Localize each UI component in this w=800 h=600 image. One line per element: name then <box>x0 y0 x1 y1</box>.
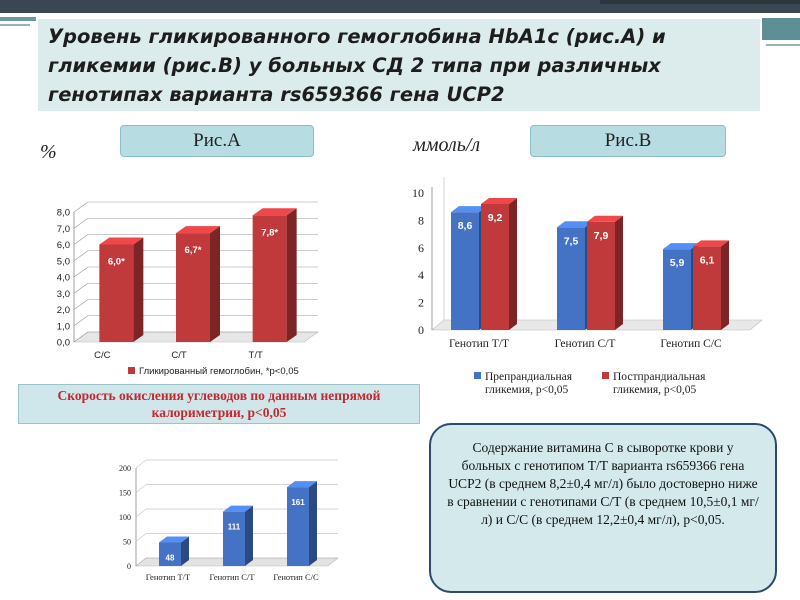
chart-c-bar-front <box>223 512 245 566</box>
chart-c-x-tick: Генотип Т/Т <box>145 572 191 582</box>
chart-a-gridline-diag <box>74 267 88 277</box>
corner-decoration <box>762 18 800 40</box>
chart-a-gridline-diag <box>74 316 88 326</box>
chart-b-x-tick: Генотип С/С <box>660 338 722 350</box>
chart-b-y-tick: 6 <box>418 240 424 255</box>
chart-a-y-tick: 3,0 <box>56 288 70 300</box>
chart-a-y-tick: 1,0 <box>56 321 70 333</box>
chart-a-x-tick: С/Т <box>171 350 187 361</box>
chart-c-y-tick: 50 <box>123 537 131 547</box>
chart-a-gridline-diag <box>74 202 88 212</box>
slide-title: Уровень гликированного гемоглобина HbA1с (рис.А) и гликемии (рис.В) у больных СД 2 типа при различных генотипах варианта rs659366 гена UCP2 <box>48 25 666 106</box>
chart-b-data-label: 8,6 <box>457 220 473 233</box>
chart-a-y-tick: 7,0 <box>56 223 70 235</box>
chart-a-y-tick: 4,0 <box>56 272 70 284</box>
chart-a-gridline-diag <box>74 235 88 245</box>
chart-c-x-tick: Генотип С/Т <box>209 572 255 582</box>
chart-b-x-tick: Генотип Т/Т <box>448 338 510 350</box>
oxidation-note-text: Скорость окисления углеводов по данным непрямой калориметрии, р<0,05 <box>57 388 381 420</box>
top-right-decoration <box>600 0 800 4</box>
chart-a-bar <box>176 226 220 342</box>
chart-c-y-tick: 0 <box>127 562 131 571</box>
chart-a-gridline-diag <box>74 283 88 293</box>
chart-c-gridline-diag <box>136 460 146 468</box>
decoration-line <box>0 24 30 26</box>
chart-b-y-tick: 0 <box>418 323 424 337</box>
chart-b-data-label: 7,9 <box>593 229 609 242</box>
left-decoration <box>0 17 36 21</box>
chart-c-bar-side <box>245 506 253 566</box>
chart-c-data-label: 111 <box>227 522 241 532</box>
chart-b-legend-swatch <box>602 372 609 379</box>
chart-a-bar-side <box>287 208 297 342</box>
chart-a-y-tick: 0,0 <box>56 337 70 349</box>
chart-b <box>398 168 782 402</box>
chart-a-legend-text: Гликированный гемоглобин, *р<0,05 <box>139 366 299 377</box>
chart-c-x-tick: Генотип С/С <box>273 572 319 582</box>
figure-b-unit: ммоль/л <box>413 134 481 156</box>
chart-c-y-tick: 150 <box>119 488 131 498</box>
chart-c-data-label: 161 <box>291 498 305 508</box>
chart-b-y-tick: 4 <box>418 268 424 283</box>
chart-b-data-label: 6,1 <box>699 254 715 267</box>
chart-a-legend-swatch <box>128 367 135 374</box>
chart-a-x-tick: Т/Т <box>248 350 263 361</box>
chart-a-gridline-diag <box>74 300 88 310</box>
chart-b-data-label: 5,9 <box>669 257 685 270</box>
chart-a-y-tick: 6,0 <box>56 240 70 251</box>
chart-c-gridline-diag <box>136 534 146 542</box>
chart-b-data-label: 7,5 <box>563 235 579 248</box>
chart-c-y-tick: 200 <box>119 464 131 473</box>
chart-a-bar <box>99 238 143 343</box>
chart-b-bar-post-side <box>615 216 623 330</box>
figure-a-label: Рис.А <box>120 125 314 157</box>
figure-a-unit: % <box>40 141 57 163</box>
chart-b-y-tick: 8 <box>418 213 424 228</box>
decoration-line <box>766 44 800 46</box>
chart-a-gridline-diag <box>74 251 88 261</box>
chart-c <box>96 436 350 588</box>
chart-b-y-tick: 2 <box>418 295 424 310</box>
chart-a-data-label: 6,0* <box>107 256 125 268</box>
chart-b-bar-post-side <box>509 198 517 330</box>
chart-c-data-label: 48 <box>165 553 175 563</box>
chart-b-data-label: 9,2 <box>487 211 503 224</box>
chart-a-x-tick: С/С <box>94 350 111 361</box>
chart-a-y-tick: 5,0 <box>56 256 70 268</box>
oxidation-note <box>18 384 420 424</box>
vitamin-c-info <box>429 423 777 593</box>
chart-a-bar-side <box>133 238 143 343</box>
chart-c-bar <box>287 481 317 566</box>
vitamin-c-info-text: Содержание витамина С в сыворотке крови у больных с генотипом Т/Т варианта rs659366 гена UCP2 (в среднем 8,2±0,4 мг/л) было достоверно ниже в сравнении с генотипами С/Т (в среднем 10,5±0,1 мг/л) и С/С (в среднем 12,2±0,4 мг/л), р<0,05. <box>447 440 759 527</box>
chart-b-bar-post-side <box>721 240 729 330</box>
chart-b-y-tick: 10 <box>412 186 424 200</box>
chart-a-bar-side <box>210 226 220 342</box>
figure-b-label: Рис.В <box>530 125 726 157</box>
chart-a-y-tick: 2,0 <box>56 305 70 316</box>
chart-a-data-label: 7,8* <box>261 227 279 239</box>
chart-c-bar <box>223 506 253 566</box>
chart-b-legend-text: гликемия, р<0,05 <box>485 384 569 396</box>
chart-a-data-label: 6,7* <box>184 245 202 257</box>
chart-c-gridline-diag <box>136 509 146 517</box>
chart-c-bar-side <box>309 481 317 566</box>
chart-b-legend-text: гликемия, р<0,05 <box>613 384 697 396</box>
chart-b-legend-text: Препрандиальная <box>485 371 573 383</box>
chart-c-y-tick: 100 <box>119 513 131 522</box>
chart-c-gridline-diag <box>136 485 146 493</box>
chart-a-y-tick: 8,0 <box>56 207 70 219</box>
chart-a <box>32 178 334 378</box>
chart-a-gridline-diag <box>74 218 88 228</box>
chart-b-legend-swatch <box>474 372 481 379</box>
chart-b-x-tick: Генотип С/Т <box>554 338 616 350</box>
chart-b-legend-text: Постпрандиальная <box>613 371 706 383</box>
